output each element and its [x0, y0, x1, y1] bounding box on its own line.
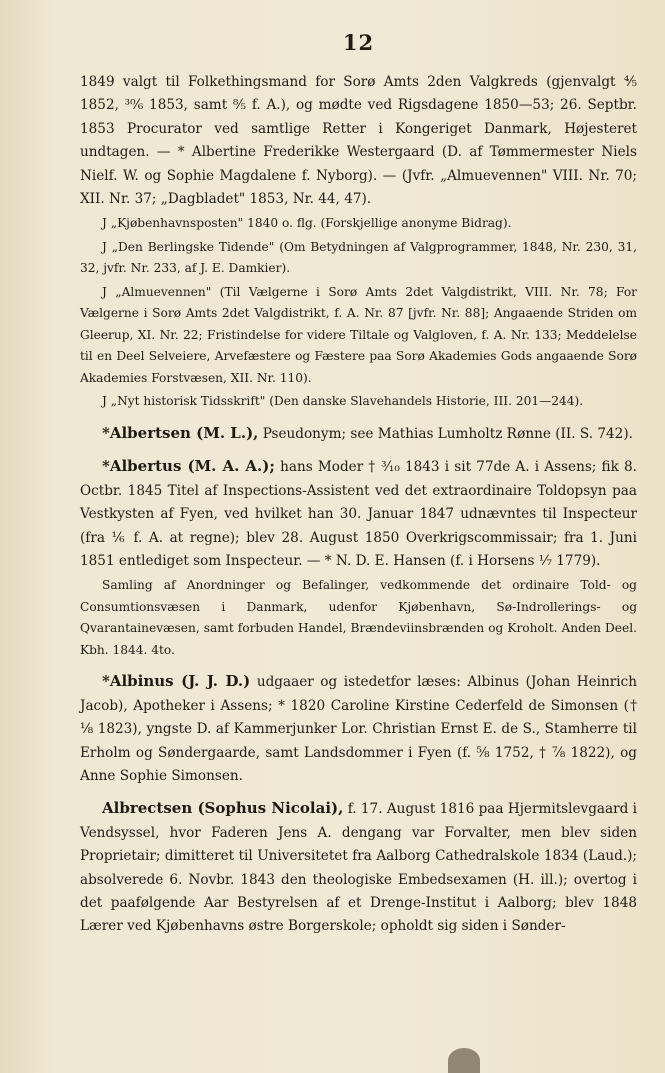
entry-albinus: *Albinus (J. J. D.) udgaaer og istedetfor læses: Albinus (Johan Heinrich Jacob), Apotheker i Assens; * 1820 Caroline Kirstine Cederfeld de Simonsen († ⅛ 1823), yngste D. af Kammerjunker Lor. Christian Ernst E. de S., Stamherre til Erholm og Søndergaarde, samt Landsdommer i Fyen (f. ⅝ 1752, † ⅞ 1822), og Anne Sophie Simonsen.: [80, 672, 637, 784]
entry-heading: *Albinus (J. J. D.): [102, 672, 251, 691]
paragraph-kjobenhavnsposten: J „Kjøbenhavnsposten" 1840 o. flg. (Forskjellige anonyme Bidrag).: [102, 216, 512, 231]
entry-heading: *Albertus (M. A. A.);: [102, 457, 275, 476]
paragraph-historisk-tidsskrift: J „Nyt historisk Tidsskrift" (Den danske Slavehandels Historie, III. 201—244).: [102, 394, 584, 409]
paragraph-continuation: 1849 valgt til Folkethingsmand for Sorø Amts 2den Valgkreds (gjenvalgt ⅘ 1852, ³⁰⁄₆ 1853, samt ⁸⁄₅ f. A.), og mødte ved Rigsdagene 1850—53; 26. Septbr. 1853 Procurator ved samtlige Retter i Kongeriget Danmark, Højesteret undtagen. — * Albertine Frederikke Westergaard (D. af Tømmermester Niels Nielf. W. og Sophie Magdalene f. Nyborg). — (Jvfr. „Almuevennen" VIII. Nr. 70; XII. Nr. 37; „Dagbladet" 1853, Nr. 44, 47).: [80, 74, 637, 208]
entry-heading: Albrectsen (Sophus Nicolai),: [102, 799, 344, 818]
paragraph-berlingske: J „Den Berlingske Tidende" (Om Betydningen af Valgprogrammer, 1848, Nr. 230, 31, 32, jvfr. Nr. 233, af J. E. Damkier).: [80, 239, 637, 276]
paragraph-almuevennen: J „Almuevennen" (Til Vælgerne i Sorø Amts 2det Valgdistrikt, VIII. Nr. 78; For Vælgerne i Sorø Amts 2det Valgdistrikt, f. A. Nr. 87 [jvfr. Nr. 88]; Angaaende Striden om Gleerup, XI. Nr. 22; Fristindelse for videre Tiltale og Valgloven, f. A. Nr. 133; Meddelelse til en Deel Selveiere, Arvefæstere og Fæstere paa Sorø Akademies Gods angaaende Sorø Akademies Forstvæsen, XII. Nr. 110).: [80, 284, 637, 385]
entry-albrectsen: Albrectsen (Sophus Nicolai), f. 17. August 1816 paa Hjermitslevgaard i Vendsyssel, hvor Faderen Jens A. dengang var Forvalter, men blev siden Proprietair; dimitteret til Universitetet fra Aalborg Cathedralskole 1834 (Laud.); absolverede 6. Novbr. 1843 den theologiske Embedsexamen (H. ill.); overtog i det paafølgende Aar Bestyrelsen af et Drenge-Institut i Aalborg; blev 1848 Lærer ved Kjøbenhavns østre Borgerskole; opholdt sig siden i Sønder-: [80, 799, 637, 935]
entry-albertus: *Albertus (M. A. A.); hans Moder † ³⁄₁₀ 1843 i sit 77de A. i Assens; fik 8. Octbr. 1845 Titel af Inspections-Assistent ved det extraordinaire Toldopsyn paa Vestkysten af Fyen, ved hvilket han 30. Januar 1847 udnævntes til Inspecteur (fra ⅙ f. A. at regne); blev 28. August 1850 Overkrigscommissair; fra 1. Juni 1851 entlediget som Inspecteur. — * N. D. E. Hansen (f. i Horsens ¹⁄₇ 1779).: [80, 457, 638, 569]
entry-albertsen: *Albertsen (M. L.), Pseudonym; see Mathias Lumholtz Rønne (II. S. 742).: [102, 423, 633, 442]
page-number: 12: [342, 30, 375, 55]
ink-blot: [448, 1048, 480, 1073]
entry-heading: *Albertsen (M. L.),: [102, 423, 259, 442]
paragraph-samling: Samling af Anordninger og Befalinger, vedkommende det ordinaire Told- og Consumtionsvæsen i Danmark, udenfor Kjøbenhavn, Sø-Indrollerings- og Qvarantainevæsen, samt forbuden Handel, Brændeviinsbrænden og Kroholt. Anden Deel. Kbh. 1844. 4to.: [80, 578, 637, 657]
